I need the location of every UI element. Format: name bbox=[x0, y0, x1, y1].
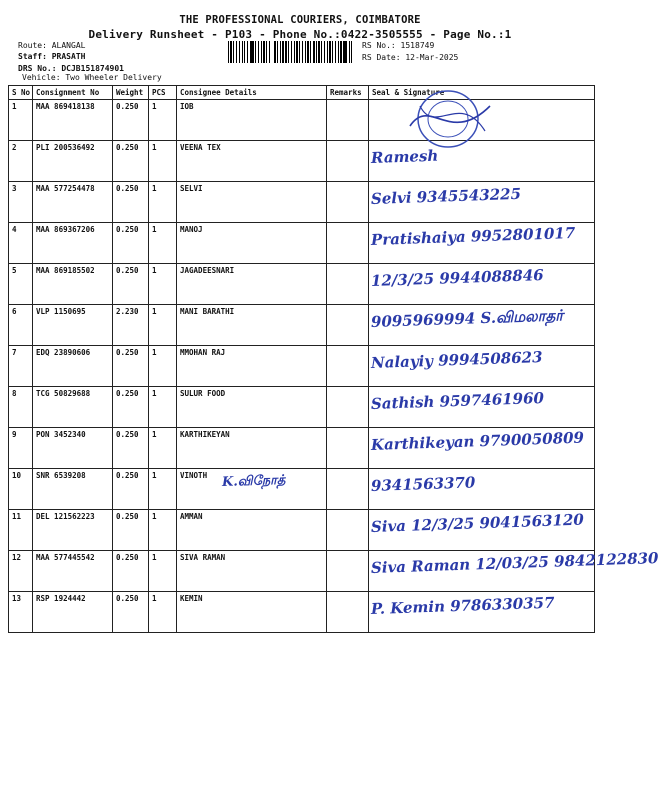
cell-consignee: KARTHIKEYAN bbox=[177, 428, 327, 469]
cell-signature bbox=[369, 592, 595, 633]
cell-consignee: KEMIN bbox=[177, 592, 327, 633]
cell-consignee: MMOHAN RAJ bbox=[177, 346, 327, 387]
table-row bbox=[9, 141, 595, 182]
cell-remarks bbox=[327, 305, 369, 346]
cell-consignment-no: RSP 1924442 bbox=[33, 592, 113, 633]
cell-signature bbox=[369, 264, 595, 305]
cell-pcs: 1 bbox=[149, 510, 177, 551]
runsheet-table bbox=[8, 85, 659, 633]
cell-consignment-no: MAA 577445542 bbox=[33, 551, 113, 592]
cell-consignment-no: MAA 869185502 bbox=[33, 264, 113, 305]
drs-value: DCJB151874901 bbox=[61, 64, 124, 73]
cell-weight: 2.230 bbox=[113, 305, 149, 346]
cell-pcs: 1 bbox=[149, 346, 177, 387]
col-consignee: Consignee Details bbox=[177, 86, 327, 100]
company-title: THE PROFESSIONAL COURIERS, COIMBATORE bbox=[179, 14, 421, 26]
table-row bbox=[9, 510, 595, 551]
cell-consignment-no: EDQ 23890606 bbox=[33, 346, 113, 387]
cell-sno: 1 bbox=[9, 100, 33, 141]
cell-remarks bbox=[327, 510, 369, 551]
handwritten-name: K.விநோத் bbox=[221, 472, 286, 490]
cell-weight: 0.250 bbox=[113, 551, 149, 592]
rs-date-line bbox=[362, 53, 458, 63]
barcode-overlay bbox=[228, 41, 352, 63]
cell-sno: 2 bbox=[9, 141, 33, 182]
cell-weight: 0.250 bbox=[113, 387, 149, 428]
handwritten-signature: 12/3/25 9944088846 bbox=[370, 265, 544, 290]
table-row bbox=[9, 346, 595, 387]
cell-pcs: 1 bbox=[149, 264, 177, 305]
cell-signature bbox=[369, 469, 595, 510]
cell-sno: 3 bbox=[9, 182, 33, 223]
table-row bbox=[9, 223, 595, 264]
cell-remarks bbox=[327, 592, 369, 633]
cell-consignee: JAGADEESNARI bbox=[177, 264, 327, 305]
cell-pcs: 1 bbox=[149, 387, 177, 428]
cell-consignee: SULUR FOOD bbox=[177, 387, 327, 428]
cell-consignee: IOB bbox=[177, 100, 327, 141]
cell-pcs: 1 bbox=[149, 182, 177, 223]
cell-remarks bbox=[327, 264, 369, 305]
cell-remarks bbox=[327, 428, 369, 469]
cell-consignment-no: MAA 577254478 bbox=[33, 182, 113, 223]
cell-sno: 9 bbox=[9, 428, 33, 469]
drs-label: DRS No.: bbox=[18, 64, 57, 73]
cell-weight: 0.250 bbox=[113, 346, 149, 387]
staff-label: Staff: bbox=[18, 52, 47, 61]
cell-consignment-no: VLP 1150695 bbox=[33, 305, 113, 346]
table-row bbox=[9, 428, 595, 469]
cell-pcs: 1 bbox=[149, 428, 177, 469]
cell-pcs: 1 bbox=[149, 141, 177, 182]
cell-consignee: MANOJ bbox=[177, 223, 327, 264]
cell-pcs: 1 bbox=[149, 223, 177, 264]
handwritten-signature: Sathish 9597461960 bbox=[370, 388, 545, 413]
rs-date-label: RS Date: bbox=[362, 53, 401, 62]
table-row bbox=[9, 469, 595, 510]
table-row bbox=[9, 100, 595, 141]
rs-no-label: RS No.: bbox=[362, 41, 396, 50]
cell-sno: 6 bbox=[9, 305, 33, 346]
cell-weight: 0.250 bbox=[113, 182, 149, 223]
cell-weight: 0.250 bbox=[113, 100, 149, 141]
cell-consignee: VEENA TEX bbox=[177, 141, 327, 182]
cell-weight: 0.250 bbox=[113, 510, 149, 551]
cell-sno: 7 bbox=[9, 346, 33, 387]
cell-consignment-no: MAA 869367206 bbox=[33, 223, 113, 264]
cell-consignee: VINOTH K.விநோத் bbox=[177, 469, 327, 510]
cell-signature bbox=[369, 182, 595, 223]
handwritten-signature: Siva 12/3/25 9041563120 bbox=[370, 510, 585, 536]
cell-remarks bbox=[327, 551, 369, 592]
route-label: Route: bbox=[18, 41, 47, 50]
route-value: ALANGAL bbox=[51, 41, 86, 50]
cell-consignment-no: DEL 121562223 bbox=[33, 510, 113, 551]
cell-consignment-no: PLI 200536492 bbox=[33, 141, 113, 182]
cell-signature bbox=[369, 346, 595, 387]
handwritten-signature: P. Kemin 9786330357 bbox=[370, 593, 555, 618]
cell-weight: 0.250 bbox=[113, 428, 149, 469]
cell-consignee: SIVA RAMAN bbox=[177, 551, 327, 592]
cell-weight: 0.250 bbox=[113, 592, 149, 633]
company-stamp bbox=[400, 86, 496, 152]
runsheet-title: Delivery Runsheet - P103 - Phone No.:0422-3505555 - Page No.:1 bbox=[88, 28, 512, 41]
cell-remarks bbox=[327, 469, 369, 510]
cell-consignment-no: MAA 869418138 bbox=[33, 100, 113, 141]
cell-consignment-no: TCG 50829688 bbox=[33, 387, 113, 428]
col-pcs: PCS bbox=[149, 86, 177, 100]
cell-pcs: 1 bbox=[149, 100, 177, 141]
vehicle-line bbox=[22, 73, 162, 83]
table-row bbox=[9, 387, 595, 428]
rs-no-line bbox=[362, 41, 434, 51]
table-row bbox=[9, 551, 595, 592]
cell-pcs: 1 bbox=[149, 469, 177, 510]
cell-consignment-no: SNR 6539208 bbox=[33, 469, 113, 510]
handwritten-signature: Siva Raman 12/03/25 9842122830 bbox=[370, 548, 659, 577]
cell-pcs: 1 bbox=[149, 305, 177, 346]
cell-consignment-no: PON 3452340 bbox=[33, 428, 113, 469]
vehicle-label: Vehicle: bbox=[22, 73, 61, 82]
handwritten-signature: 9095969994 S.விமலாதர் bbox=[370, 306, 564, 331]
handwritten-signature: Ramesh bbox=[370, 146, 439, 167]
rs-no-value: 1518749 bbox=[400, 41, 435, 50]
cell-sno: 12 bbox=[9, 551, 33, 592]
cell-signature bbox=[369, 223, 595, 264]
table-row bbox=[9, 182, 595, 223]
col-weight: Weight bbox=[113, 86, 149, 100]
cell-remarks bbox=[327, 223, 369, 264]
table-header-row bbox=[9, 86, 595, 100]
cell-signature bbox=[369, 428, 595, 469]
col-consignment: Consignment No bbox=[33, 86, 113, 100]
cell-sno: 11 bbox=[9, 510, 33, 551]
cell-weight: 0.250 bbox=[113, 141, 149, 182]
cell-remarks bbox=[327, 100, 369, 141]
cell-weight: 0.250 bbox=[113, 223, 149, 264]
col-sno: S No bbox=[9, 86, 33, 100]
cell-pcs: 1 bbox=[149, 551, 177, 592]
vehicle-value: Two Wheeler Delivery bbox=[65, 73, 162, 82]
staff-line bbox=[18, 52, 85, 62]
cell-weight: 0.250 bbox=[113, 264, 149, 305]
handwritten-signature: Selvi 9345543225 bbox=[370, 184, 522, 208]
cell-signature bbox=[369, 548, 659, 592]
cell-signature bbox=[369, 387, 595, 428]
cell-signature bbox=[369, 510, 595, 551]
table-row bbox=[9, 305, 595, 346]
cell-weight: 0.250 bbox=[113, 469, 149, 510]
cell-sno: 8 bbox=[9, 387, 33, 428]
handwritten-signature: Pratishaiya 9952801017 bbox=[370, 223, 576, 249]
cell-remarks bbox=[327, 141, 369, 182]
cell-sno: 4 bbox=[9, 223, 33, 264]
cell-remarks bbox=[327, 182, 369, 223]
cell-consignee: SELVI bbox=[177, 182, 327, 223]
table-row bbox=[9, 264, 595, 305]
cell-consignee: AMMAN bbox=[177, 510, 327, 551]
staff-value: PRASATH bbox=[51, 52, 86, 61]
rs-date-value: 12-Mar-2025 bbox=[405, 53, 459, 62]
cell-sno: 5 bbox=[9, 264, 33, 305]
handwritten-signature: 9341563370 bbox=[370, 473, 476, 495]
table-row bbox=[9, 592, 595, 633]
handwritten-signature: Karthikeyan 9790050809 bbox=[370, 428, 585, 454]
cell-pcs: 1 bbox=[149, 592, 177, 633]
cell-sno: 10 bbox=[9, 469, 33, 510]
col-signature: Seal & Signature bbox=[369, 86, 595, 100]
cell-consignee: MANI BARATHI bbox=[177, 305, 327, 346]
cell-remarks bbox=[327, 346, 369, 387]
col-remarks: Remarks bbox=[327, 86, 369, 100]
route-line bbox=[18, 41, 85, 51]
handwritten-signature: Nalayiy 9994508623 bbox=[370, 348, 543, 372]
cell-sno: 13 bbox=[9, 592, 33, 633]
cell-signature bbox=[369, 305, 595, 346]
cell-remarks bbox=[327, 387, 369, 428]
